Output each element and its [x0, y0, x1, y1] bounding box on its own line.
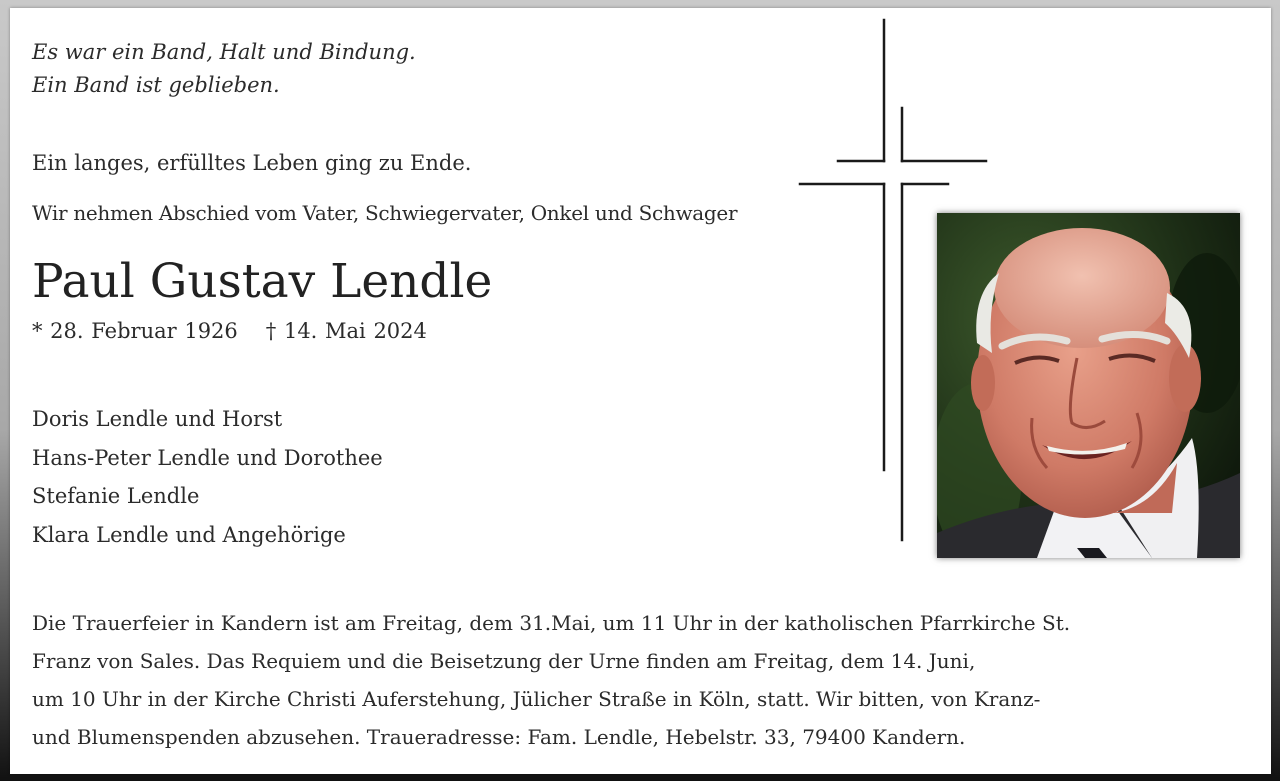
deceased-name: Paul Gustav Lendle — [32, 254, 493, 309]
birth-date: * 28. Februar 1926 — [32, 319, 238, 343]
life-dates — [32, 319, 427, 343]
service-line-3: um 10 Uhr in der Kirche Christi Auferstehung, Jülicher Straße in Köln, statt. Wir bitten, von Kranz- — [32, 687, 1041, 711]
intro-line-2: Wir nehmen Abschied vom Vater, Schwiegervater, Onkel und Schwager — [32, 201, 738, 225]
service-details — [32, 604, 1070, 756]
motto-line-1: Es war ein Band, Halt und Bindung. — [32, 40, 416, 64]
mourners-list — [32, 400, 383, 554]
mourner-item: Klara Lendle und Angehörige — [32, 522, 346, 547]
mourner-item: Stefanie Lendle — [32, 484, 200, 508]
mourner-item: Doris Lendle und Horst — [32, 407, 283, 431]
intro-line-1: Ein langes, erfülltes Leben ging zu Ende. — [32, 151, 472, 175]
portrait-photo — [937, 213, 1240, 558]
service-line-2: Franz von Sales. Das Requiem und die Beisetzung der Urne finden am Freitag, dem 14. Juni, — [32, 649, 976, 673]
service-line-1: Die Trauerfeier in Kandern ist am Freitag, dem 31.Mai, um 11 Uhr in der katholischen Pfarrkirche St. — [32, 611, 1071, 635]
mourner-item: Hans-Peter Lendle und Dorothee — [32, 445, 383, 470]
service-line-4: und Blumenspenden abzusehen. Traueradresse: Fam. Lendle, Hebelstr. 33, 79400 Kandern. — [32, 725, 966, 749]
motto-line-2: Ein Band ist geblieben. — [32, 73, 280, 97]
motto-quote — [32, 36, 416, 102]
obituary-notice — [10, 8, 1271, 774]
death-date: † 14. Mai 2024 — [265, 319, 427, 343]
